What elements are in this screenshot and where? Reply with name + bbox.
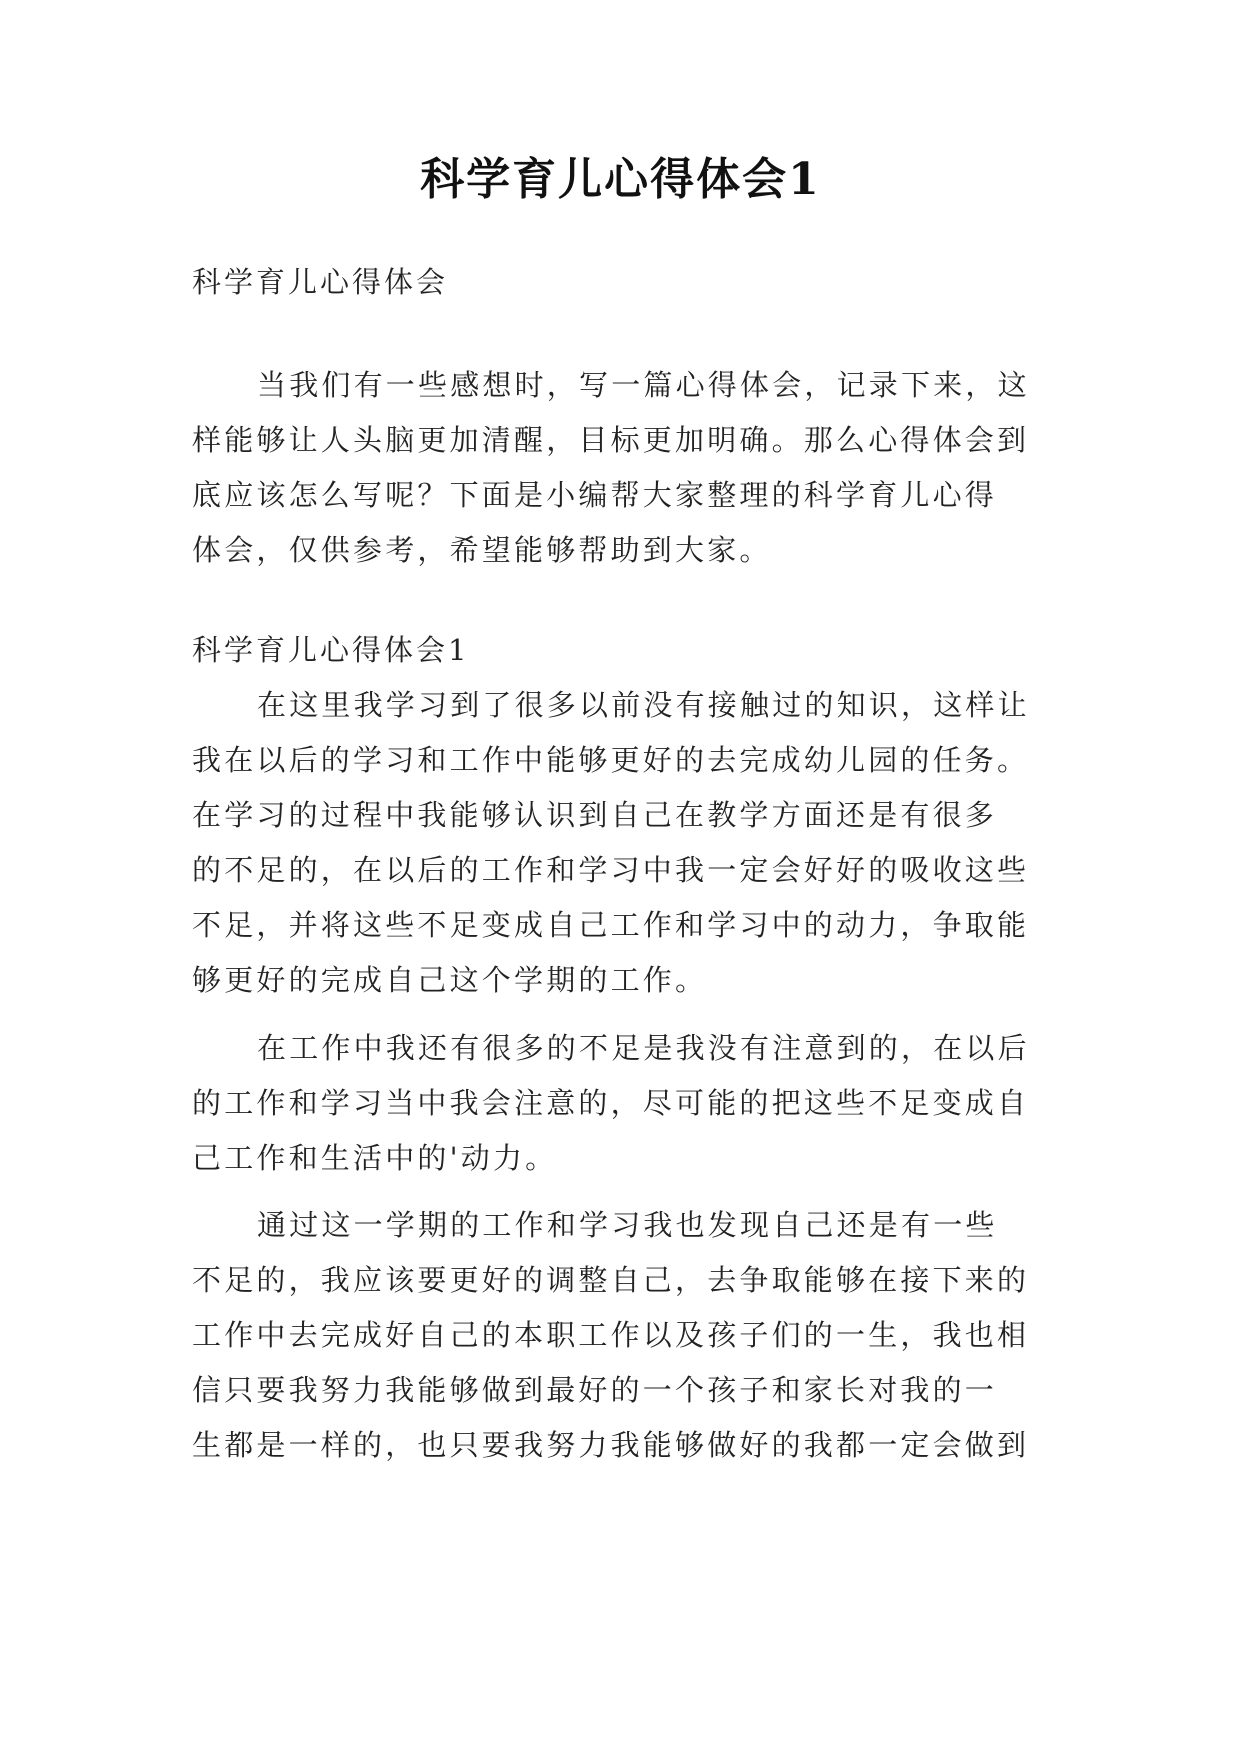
heading-main: 科学育儿心得体会 xyxy=(192,265,449,299)
text-line: 在这里我学习到了很多以前没有接触过的知识，这样让 xyxy=(257,688,1030,722)
text-line: 底应该怎么写呢？下面是小编帮大家整理的科学育儿心得 xyxy=(192,478,998,512)
text-line: 体会，仅供参考，希望能够帮助到大家。 xyxy=(192,533,772,567)
text-line: 生都是一样的，也只要我努力我能够做好的我都一定会做到 xyxy=(192,1428,1030,1462)
text-line: 的工作和学习当中我会注意的，尽可能的把这些不足变成自 xyxy=(192,1086,1030,1120)
text-line: 通过这一学期的工作和学习我也发现自己还是有一些 xyxy=(257,1208,998,1242)
text-line: 的不足的，在以后的工作和学习中我一定会好好的吸收这些 xyxy=(192,853,1030,887)
text-line: 当我们有一些感想时，写一篇心得体会，记录下来，这 xyxy=(257,368,1030,402)
text-line: 工作中去完成好自己的本职工作以及孩子们的一生，我也相 xyxy=(192,1318,1030,1352)
text-line: 信只要我努力我能够做到最好的一个孩子和家长对我的一 xyxy=(192,1373,998,1407)
text-line: 不足的，我应该要更好的调整自己，去争取能够在接下来的 xyxy=(192,1263,1030,1297)
text-line: 己工作和生活中的'动力。 xyxy=(192,1141,558,1175)
text-line: 不足，并将这些不足变成自己工作和学习中的动力，争取能 xyxy=(192,908,1030,942)
document-title: 科学育儿心得体会1 xyxy=(420,154,821,205)
text-line: 样能够让人头脑更加清醒，目标更加明确。那么心得体会到 xyxy=(192,423,1030,457)
heading-section-1: 科学育儿心得体会1 xyxy=(192,633,470,667)
text-line: 在工作中我还有很多的不足是我没有注意到的，在以后 xyxy=(257,1031,1030,1065)
text-line: 我在以后的学习和工作中能够更好的去完成幼儿园的任务。 xyxy=(192,743,1030,777)
text-line: 够更好的完成自己这个学期的工作。 xyxy=(192,963,708,997)
text-line: 在学习的过程中我能够认识到自己在教学方面还是有很多 xyxy=(192,798,998,832)
